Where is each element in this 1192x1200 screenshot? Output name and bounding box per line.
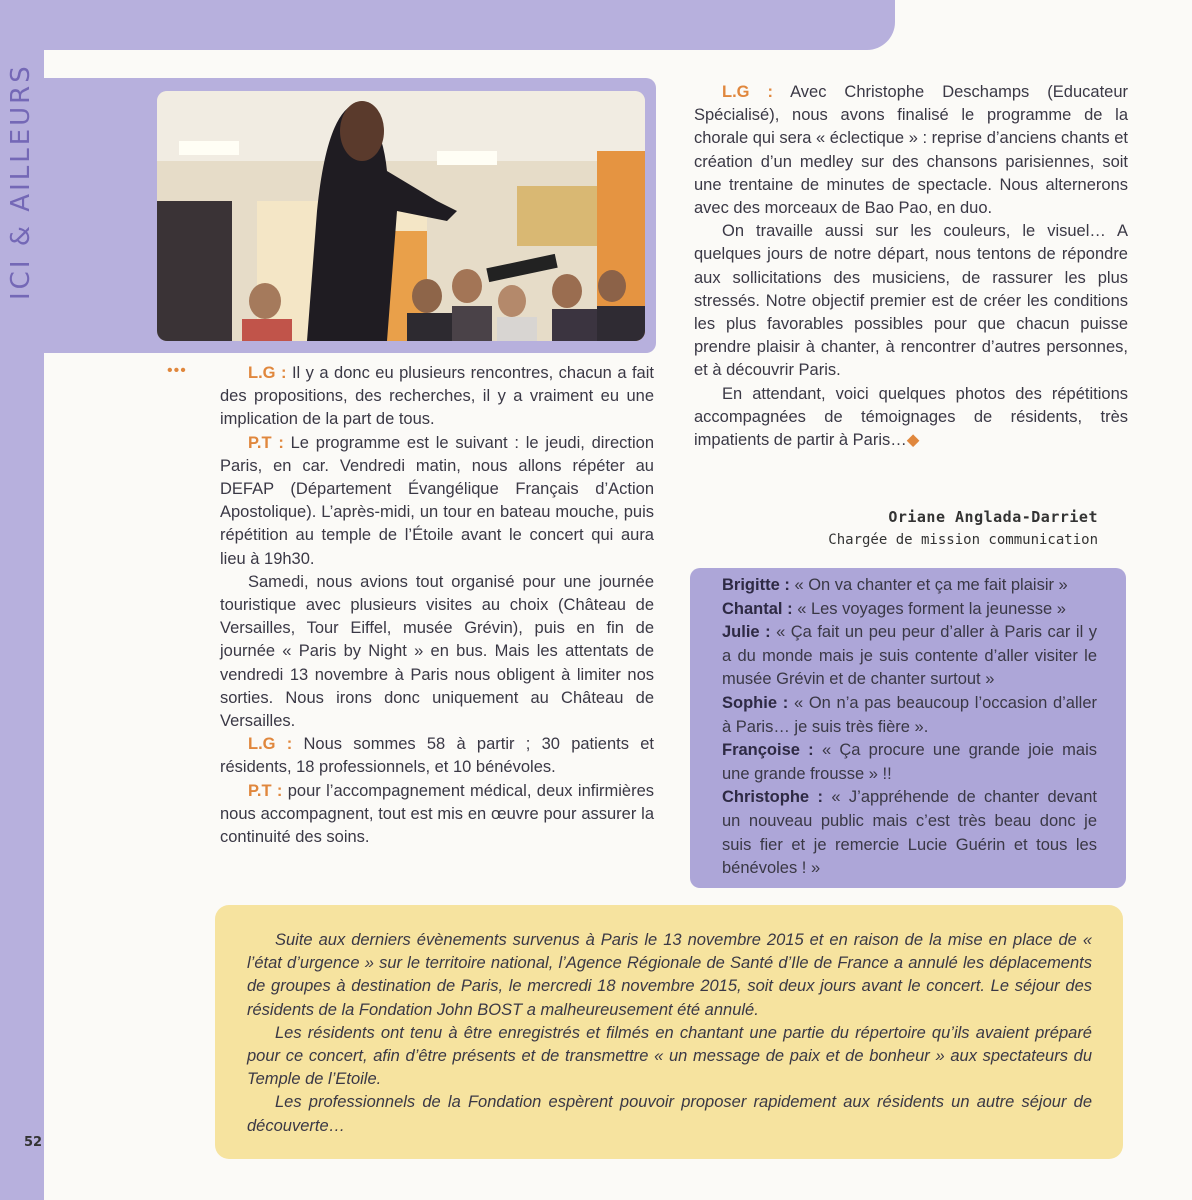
- paragraph-text: Le programme est le suivant : le jeudi, direction Paris, en car. Vendredi matin, nous allons répéter au DEFAP (Département Évangélique Français d’Action Apostolique). L’après-midi, un tour en bateau mouche, puis répétition au temple de l’Étoile avant le concert qui aura lieu à 19h30.: [220, 433, 654, 568]
- testimonial-text: « Ça fait un peu peur d’aller à Paris car il y a du monde mais je suis contente d’aller visiter le musée Grévin et de chanter surtout »: [722, 623, 1097, 689]
- testimonial: [722, 692, 1097, 739]
- testimonial: [722, 598, 1097, 622]
- signature: [828, 508, 1098, 548]
- speaker-initials: P.T :: [248, 781, 283, 800]
- diamond-icon: ◆: [906, 431, 920, 450]
- section-label: [6, 270, 36, 300]
- speaker-initials: P.T :: [248, 433, 284, 452]
- testimonial-name: Christophe :: [722, 788, 823, 807]
- paragraph-text: Samedi, nous avions tout organisé pour une journée touristique avec plusieurs visites au choix (Château de Versailles, Tour Eiffel, musée Grévin), puis en fin de journée « Paris by Night » en bus. Mais les attentats de vendredi 13 novembre à Paris nous obligent à limiter nos sorties. Nous irons donc uniquement au Château de Versailles.: [220, 572, 654, 731]
- notice-paragraph: Suite aux derniers évènements survenus à Paris le 13 novembre 2015 et en raison de la mise en place de « l’état d’urgence » sur le territoire national, l’Agence Régionale de Santé d’Ile de France a annulé les déplacements de groupes à destination de Paris, le mercredi 18 novembre 2015, soit deux jours avant le concert. Le séjour des résidents de la Fondation John BOST a malheureusement été annulé.: [247, 931, 1092, 1019]
- cancellation-notice: [215, 905, 1123, 1159]
- testimonial: [722, 621, 1097, 692]
- testimonial-name: Julie :: [722, 623, 771, 642]
- testimonial-text: « On n’a pas beaucoup l’occasion d’aller à Paris… je suis très fière ».: [722, 693, 1097, 736]
- testimonial: [722, 786, 1097, 880]
- page-number: 52: [24, 1135, 43, 1150]
- notice-paragraph: Les résidents ont tenu à être enregistrés et filmés en chantant une partie du répertoire qu’ils avaient préparé pour ce concert, afin d’être présents et de transmettre « un message de paix et de bonheur » aux spectateurs du Temple de l’Etoile.: [247, 1023, 1092, 1089]
- testimonial-text: « On va chanter et ça me fait plaisir »: [794, 576, 1068, 594]
- paragraph: [694, 220, 1128, 382]
- author-role: Chargée de mission communication: [828, 532, 1098, 548]
- paragraph: [220, 432, 654, 571]
- paragraph-text: En attendant, voici quelques photos des répétitions accompagnées de témoignages de résidents, très impatients de partir à Paris…: [694, 384, 1128, 450]
- notice-text: [247, 929, 1092, 1138]
- paragraph-text: On travaille aussi sur les couleurs, le visuel… A quelques jours de notre départ, nous tentons de répondre aux sollicitations des musiciens, de rassurer les plus stressés. Notre objectif premier est de créer les conditions les plus favorables possibles pour que chacun puisse prendre plaisir à chanter, à rencontrer d’autres personnes, et à découvrir Paris.: [694, 222, 1128, 380]
- paragraph: [694, 81, 1128, 220]
- paragraph: [694, 383, 1128, 453]
- testimonial: [722, 739, 1097, 786]
- paragraph: [220, 362, 654, 432]
- speaker-initials: L.G :: [248, 735, 293, 754]
- ornament-dots: •••: [167, 362, 187, 379]
- paragraph-text: pour l’accompagnement médical, deux infirmières nous accompagnent, tout est mis en œuvre pour assurer la continuité des soins.: [220, 781, 654, 847]
- paragraph: [220, 571, 654, 733]
- testimonial-text: « Ça procure une grande joie mais une grande frousse » !!: [722, 741, 1097, 783]
- testimonials-list: [722, 574, 1097, 881]
- testimonial-name: Brigitte :: [722, 576, 790, 594]
- paragraph-text: Nous sommes 58 à partir ; 30 patients et résidents, 18 professionnels, et 10 bénévoles.: [220, 735, 654, 777]
- testimonial: [722, 574, 1097, 598]
- author-name: Oriane Anglada-Darriet: [888, 508, 1098, 526]
- testimonials-box: [690, 568, 1126, 888]
- paragraph: [220, 733, 654, 779]
- speaker-initials: L.G :: [722, 83, 773, 101]
- testimonial-text: « Les voyages forment la jeunesse »: [797, 599, 1066, 618]
- paragraph-text: Avec Christophe Deschamps (Educateur Spécialisé), nous avons finalisé le programme de la chorale qui sera « éclectique » : reprise d’anciens chants et création d’un medley sur des chansons parisiennes, soit une trentaine de minutes de spectacle. Nous alternerons avec des morceaux de Bao Pao, en duo.: [694, 83, 1129, 218]
- testimonial-name: Chantal :: [722, 599, 793, 618]
- testimonial-text: « J’appréhende de chanter devant un nouveau public mais c’est très beau donc je suis fier et je remercie Lucie Guérin et tous les bénévoles ! »: [722, 788, 1097, 878]
- paragraph-text: Il y a donc eu plusieurs rencontres, chacun a fait des propositions, des recherches, il y a vraiment eu une implication de la part de tous.: [220, 364, 654, 429]
- header-band: [0, 0, 895, 50]
- notice-paragraph: Les professionnels de la Fondation espèrent pouvoir proposer rapidement aux résidents un autre séjour de découverte…: [247, 1093, 1092, 1135]
- testimonial-name: Sophie :: [722, 693, 789, 712]
- paragraph: [220, 780, 654, 850]
- right-column: [694, 81, 1128, 452]
- speaker-initials: L.G :: [248, 364, 287, 382]
- left-column: [220, 362, 654, 849]
- testimonial-name: Françoise :: [722, 741, 814, 760]
- choir-rehearsal-photo: [157, 91, 645, 341]
